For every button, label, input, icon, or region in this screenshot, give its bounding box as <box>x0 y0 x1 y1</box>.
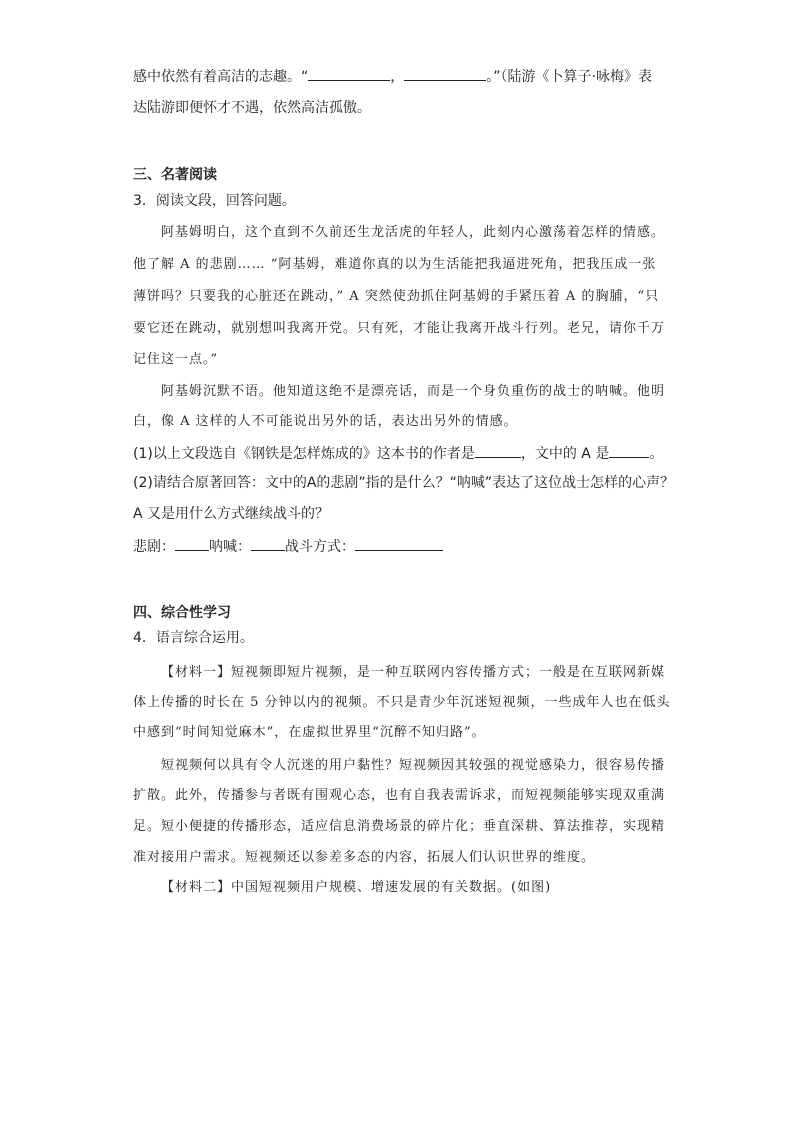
poem-line-2: 达陆游即便怀才不遇，依然高洁孤傲。 <box>133 100 371 116</box>
passage-line: 要它还在跳动，就别想叫我离开党。只有死，才能让我离开战斗行列。老兄，请你千万 <box>133 321 666 336</box>
answer-blank[interactable] <box>475 443 521 458</box>
answer-blank[interactable] <box>175 536 209 551</box>
question-1 <box>133 443 663 464</box>
poem-text: ， <box>390 69 405 85</box>
answer-blank[interactable] <box>404 66 486 81</box>
material-line: 【材料一】短视频即短片视频，是一种互联网内容传播方式；一般是在互联网新媒 <box>161 665 666 680</box>
material-line: 准对接用户需求。短视频还以参差多态的内容，拓展人们认识世界的维度。 <box>133 850 596 865</box>
material-line: 中感到“时间知觉麻木”，在虚拟世界里“沉醉不知归路”。 <box>133 725 486 740</box>
answer-blank[interactable] <box>609 443 649 458</box>
passage-line: 记住这一点。” <box>133 352 219 367</box>
answer-label: 呐喊： <box>209 539 251 555</box>
answer-blank[interactable] <box>355 536 443 551</box>
passage-line: 阿基姆沉默不语。他知道这绝不是漂亮话，而是一个身负重伤的战士的呐喊。他明 <box>161 384 666 399</box>
poem-text: 感中依然有着高洁的志趣。“ <box>133 69 309 85</box>
passage-line: 他了解 A 的悲剧…… “阿基姆，难道你真的以为生活能把我逼进死角，把我压成一张 <box>133 257 657 272</box>
question-number: 4．语言综合运用。 <box>133 630 254 646</box>
question-2-line-2: A 又是用什么方式继续战斗的？ <box>133 506 330 522</box>
answer-blank[interactable] <box>308 66 390 81</box>
passage-line: 白，像 A 这样的人不可能说出另外的话，表达出另外的情感。 <box>133 414 518 429</box>
material-line: 扩散。此外，传播参与者既有围观心态，也有自我表需诉求，而短视频能够实现双重满 <box>133 788 666 803</box>
poem-text: 。”（陆游《卜算子·咏梅》表 <box>486 69 652 85</box>
poem-line-1 <box>133 66 652 87</box>
material-line: 【材料二】中国短视频用户规模、增速发展的有关数据。(如图) <box>161 880 552 895</box>
question-text: 。 <box>649 446 664 462</box>
answer-label: 悲剧： <box>133 539 175 555</box>
section-heading: 四、综合性学习 <box>133 605 231 621</box>
material-line: 短视频何以具有令人沉迷的用户黏性？短视频因其较强的视觉感染力，很容易传播 <box>161 758 666 773</box>
answer-label: 战斗方式： <box>285 539 355 555</box>
question-text: (1)以上文段选自《钢铁是怎样炼成的》这本书的作者是 <box>133 446 475 462</box>
question-text: ，文中的 A 是 <box>520 446 610 462</box>
answer-blank[interactable] <box>251 536 285 551</box>
material-line: 体上传播的时长在 5 分钟以内的视频。不只是青少年沉迷短视频，一些成年人也在低头 <box>133 695 671 710</box>
answer-row <box>133 536 443 557</box>
section-heading: 三、名著阅读 <box>133 167 217 183</box>
passage-line: 阿基姆明白，这个直到不久前还生龙活虎的年轻人，此刻内心激荡着怎样的情感。 <box>161 225 666 240</box>
question-number: 3．阅读文段，回答问题。 <box>133 193 296 209</box>
question-2-line-1: (2)请结合原著回答：文中的A的悲剧”指的是什么？“呐喊”表达了这位战士怎样的心声？ <box>133 475 675 491</box>
material-line: 足。短小便捷的传播形态，适应信息消费场景的碎片化；垂直深耕、算法推荐，实现精 <box>133 819 666 834</box>
passage-line: 薄饼吗？只要我的心脏还在跳动，” A 突然使劲抓住阿基姆的手紧压着 A 的胸脯，“只 <box>133 289 660 304</box>
